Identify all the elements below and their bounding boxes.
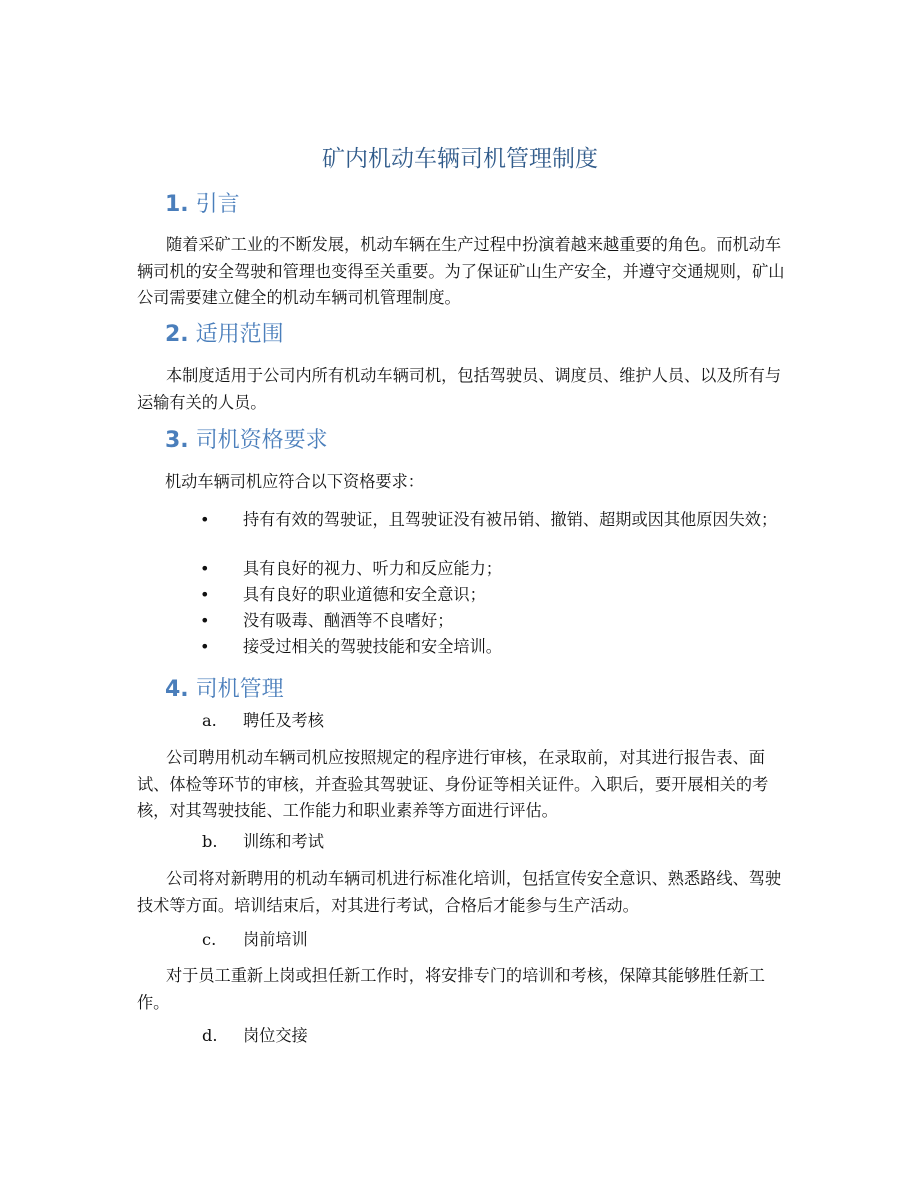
subsection-paragraph: 对于员工重新上岗或担任新工作时，将安排专门的培训和考核，保障其能够胜任新工作。 [137,966,765,1012]
section-paragraph: 本制度适用于公司内所有机动车辆司机，包括驾驶员、调度员、维护人员、以及所有与运输有关的人员。 [137,366,782,412]
section-title: 引言 [195,192,240,217]
section-heading-1 [165,190,240,220]
subsection-label: 训练和考试 [243,832,324,851]
section-intro: 机动车辆司机应符合以下资格要求： [165,472,424,491]
section-number: 4. [165,677,189,702]
list-item [167,556,797,583]
section-paragraph: 随着采矿工业的不断发展，机动车辆在生产过程中扮演着越来越重要的角色。而机动车辆司机的安全驾驶和管理也变得至关重要。为了保证矿山生产安全，并遵守交通规则，矿山公司需要建立健全的机动车辆司机管理制度。 [137,235,785,307]
list-item-text: 持有有效的驾驶证，且驾驶证没有被吊销、撤销、超期或因其他原因失效； [243,510,778,529]
subsection-marker: c. [202,930,217,949]
subsection-marker: d. [202,1026,218,1045]
section-title: 适用范围 [195,322,284,347]
section-number: 2. [165,322,189,347]
section-number: 1. [165,192,189,217]
document-title: 矿内机动车辆司机管理制度 [322,146,598,172]
subsection-marker: b. [202,832,218,851]
list-item [167,634,797,661]
bullet-icon: • [200,637,210,656]
section-heading-2 [165,320,284,350]
subsection-label: 岗位交接 [243,1026,308,1045]
bullet-icon: • [200,585,210,604]
section-title: 司机资格要求 [195,428,328,453]
list-item [167,582,797,609]
subsection-label: 聘任及考核 [243,711,324,730]
list-item-text: 接受过相关的驾驶技能和安全培训。 [243,637,502,656]
section-title: 司机管理 [195,677,284,702]
subsection-label: 岗前培训 [243,930,308,949]
list-item [167,608,797,635]
subsection-heading [202,829,324,856]
list-item-text: 具有良好的视力、听力和反应能力； [243,559,502,578]
subsection-heading [202,1023,308,1050]
section-heading-4 [165,675,284,705]
subsection-heading [202,927,308,954]
subsection-heading [202,708,324,735]
section-heading-3 [165,426,328,456]
bullet-icon: • [200,611,210,630]
list-item [167,507,797,534]
subsection-marker: a. [202,711,217,730]
section-number: 3. [165,428,189,453]
list-item-text: 没有吸毒、酗酒等不良嗜好； [243,611,454,630]
subsection-paragraph: 公司聘用机动车辆司机应按照规定的程序进行审核，在录取前，对其进行报告表、面试、体检等环节的审核，并查验其驾驶证、身份证等相关证件。入职后，要开展相关的考核，对其驾驶技能、工作能力和职业素养等方面进行评估。 [137,748,769,820]
subsection-paragraph: 公司将对新聘用的机动车辆司机进行标准化培训，包括宣传安全意识、熟悉路线、驾驶技术等方面。培训结束后，对其进行考试，合格后才能参与生产活动。 [137,869,782,915]
bullet-icon: • [200,510,210,529]
list-item-text: 具有良好的职业道德和安全意识； [243,585,486,604]
bullet-icon: • [200,559,210,578]
